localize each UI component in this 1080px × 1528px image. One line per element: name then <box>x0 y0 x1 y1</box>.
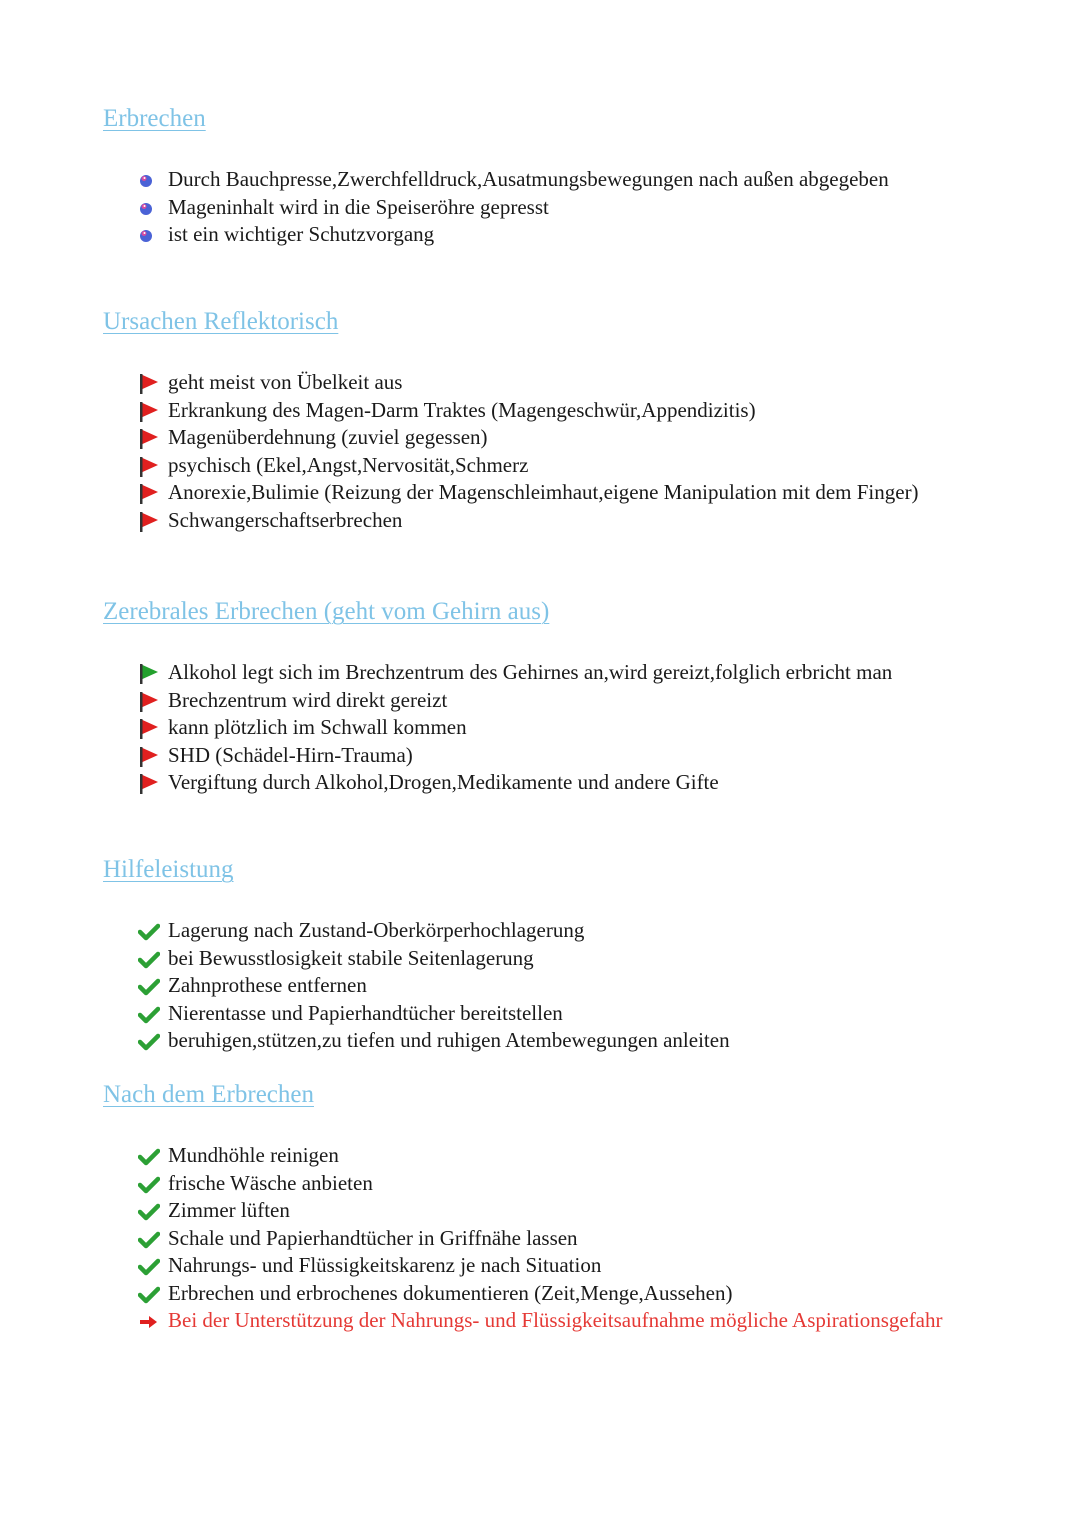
section-heading: Erbrechen <box>103 105 206 132</box>
list-item <box>138 1142 948 1170</box>
list-item-text: Brechzentrum wird direkt gereizt <box>168 687 448 712</box>
red-flag-icon <box>138 483 160 505</box>
list-item-text: Zahnprothese entfernen <box>168 973 367 997</box>
list-item <box>138 769 948 797</box>
bullet-list <box>138 917 948 1055</box>
list-item-text: Zimmer lüften <box>168 1198 290 1222</box>
list-item-text: Durch Bauchpresse,Zwerchfelldruck,Ausatmungsbewegungen nach außen abgegeben <box>168 167 889 191</box>
list-item <box>138 1280 948 1308</box>
list-item-text: Mageninhalt wird in die Speiseröhre gepresst <box>168 194 549 219</box>
list-item <box>138 194 948 222</box>
red-flag-icon <box>138 511 160 533</box>
list-item-text: Schwangerschaftserbrechen <box>168 507 403 532</box>
list-item-text: ist ein wichtiger Schutzvorgang <box>168 222 435 246</box>
green-flag-icon <box>138 663 160 685</box>
list-item <box>138 221 948 249</box>
red-flag-icon <box>138 428 160 450</box>
bullet-list <box>138 1142 948 1335</box>
list-item <box>138 1170 948 1198</box>
list-item-text: Lagerung nach Zustand-Oberkörperhochlagerung <box>168 918 585 942</box>
green-check-icon <box>138 1201 160 1223</box>
section-heading: Nach dem Erbrechen <box>103 1081 314 1108</box>
red-flag-icon <box>138 746 160 768</box>
list-item <box>138 687 948 715</box>
list-item <box>138 659 948 687</box>
list-item-text: Mundhöhle reinigen <box>168 1143 339 1167</box>
section-heading: Ursachen Reflektorisch <box>103 308 339 335</box>
list-item-text: psychisch (Ekel,Angst,Nervosität,Schmerz <box>168 452 529 477</box>
list-item <box>138 917 948 945</box>
section-nach-dem-erbrechen <box>103 1080 983 1332</box>
red-flag-icon <box>138 773 160 795</box>
green-check-icon <box>138 949 160 971</box>
section-heading: Zerebrales Erbrechen (geht vom Gehirn aus) <box>103 598 550 625</box>
list-item <box>138 714 948 742</box>
red-flag-icon <box>138 373 160 395</box>
list-item <box>138 397 948 425</box>
green-check-icon <box>138 1284 160 1306</box>
list-item <box>138 166 948 194</box>
list-item-text: Bei der Unterstützung der Nahrungs- und Flüssigkeitsaufnahme mögliche Aspirationsgefahr <box>168 1308 943 1332</box>
list-item-text: Erbrechen und erbrochenes dokumentieren (Zeit,Menge,Aussehen) <box>168 1280 733 1305</box>
list-item-text: Vergiftung durch Alkohol,Drogen,Medikamente und andere Gifte <box>168 770 719 794</box>
bullet-list <box>138 166 948 249</box>
green-check-icon <box>138 1256 160 1278</box>
list-item-text: Alkohol legt sich im Brechzentrum des Gehirnes an,wird gereizt,folglich erbricht man <box>168 660 893 684</box>
list-item-text: Schale und Papierhandtücher in Griffnähe lassen <box>168 1225 578 1250</box>
section-heading: Hilfeleistung <box>103 856 234 883</box>
section-ursachen-reflektorisch <box>103 307 983 532</box>
green-check-icon <box>138 1174 160 1196</box>
list-item <box>138 1000 948 1028</box>
green-check-icon <box>138 976 160 998</box>
red-flag-icon <box>138 401 160 423</box>
list-item <box>138 452 948 480</box>
green-check-icon <box>138 1004 160 1026</box>
list-item-text: Anorexie,Bulimie (Reizung der Magenschleimhaut,eigene Manipulation mit dem Finger) <box>168 480 919 504</box>
red-flag-icon <box>138 456 160 478</box>
list-item <box>138 369 948 397</box>
list-item <box>138 1225 948 1253</box>
list-item-text: kann plötzlich im Schwall kommen <box>168 715 467 739</box>
list-item-text: Nierentasse und Papierhandtücher bereitstellen <box>168 1000 563 1025</box>
list-item <box>138 742 948 770</box>
blue-ball-bullet-icon <box>138 225 160 247</box>
section-erbrechen <box>103 104 983 246</box>
blue-ball-bullet-icon <box>138 198 160 220</box>
list-item <box>138 1197 948 1225</box>
list-item-text: Magenüberdehnung (zuviel gegessen) <box>168 425 488 449</box>
list-item-text: geht meist von Übelkeit aus <box>168 370 403 394</box>
list-item-text: Nahrungs- und Flüssigkeitskarenz je nach Situation <box>168 1253 602 1277</box>
list-item <box>138 507 948 535</box>
green-check-icon <box>138 1229 160 1251</box>
list-item-text: beruhigen,stützen,zu tiefen und ruhigen Atembewegungen anleiten <box>168 1028 730 1052</box>
list-item <box>138 1027 948 1055</box>
green-check-icon <box>138 921 160 943</box>
red-flag-icon <box>138 718 160 740</box>
list-item-text: SHD (Schädel-Hirn-Trauma) <box>168 742 413 767</box>
list-item <box>138 479 948 507</box>
red-arrow-icon <box>138 1311 160 1333</box>
list-item <box>138 972 948 1000</box>
bullet-list <box>138 369 948 534</box>
list-item-text: frische Wäsche anbieten <box>168 1170 373 1195</box>
list-item <box>138 424 948 452</box>
list-item <box>138 1252 948 1280</box>
blue-ball-bullet-icon <box>138 170 160 192</box>
list-item-warning <box>138 1307 948 1335</box>
list-item <box>138 945 948 973</box>
section-hilfeleistung <box>103 855 983 1052</box>
red-flag-icon <box>138 691 160 713</box>
bullet-list <box>138 659 948 797</box>
green-check-icon <box>138 1031 160 1053</box>
list-item-text: bei Bewusstlosigkeit stabile Seitenlagerung <box>168 945 534 970</box>
green-check-icon <box>138 1146 160 1168</box>
list-item-text: Erkrankung des Magen-Darm Traktes (Magengeschwür,Appendizitis) <box>168 397 756 422</box>
section-zerebrales-erbrechen <box>103 597 983 794</box>
